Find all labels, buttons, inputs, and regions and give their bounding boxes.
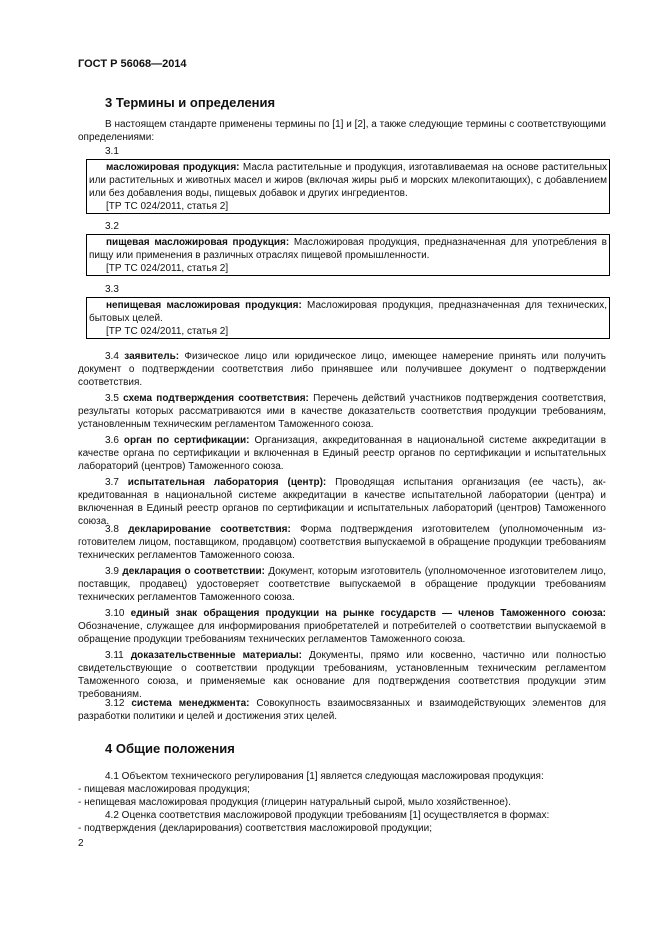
term-reference: [ТР ТС 024/2011, статья 2] — [106, 263, 229, 274]
term-name: орган по сертификации: — [123, 435, 250, 446]
section-3-title: 3 Термины и определения — [105, 95, 276, 110]
term-box — [86, 297, 610, 339]
term-text: Физическое лицо или юридическое лицо, имеющее намерение принять или получить документ о подтверждении соответствия либо принявшее или получившее документ о подтверждении соответствия. — [78, 351, 606, 388]
section-4-title: 4 Общие положения — [105, 741, 235, 756]
term-paragraph — [78, 434, 606, 473]
term-paragraph — [78, 523, 606, 562]
term-text: Документы, прямо или косвенно, частично или полностью свидетельствующие о соответствии продукции требованиям, установленным техническим регламентом Таможенного союза, и применяемые как основание для подтверждения соответствия продукции этим требованиям. — [78, 650, 607, 700]
term-name: непищевая масложировая продукция: — [106, 300, 302, 311]
term-paragraph — [78, 392, 606, 431]
term-number: 3.6 — [105, 435, 119, 446]
term-number: 3.1 — [105, 146, 119, 157]
term-reference: [ТР ТС 024/2011, статья 2] — [106, 326, 229, 337]
term-text: Проводящая испытания организация (ее часть), аккредитованная в национальной системе аккредитации в качестве испытательной лаборатории (центра) и включенная в Единый реестр органов по сертификации и испытательных лабораторий (центров) Таможенного союза. — [78, 477, 607, 527]
term-paragraph — [78, 476, 606, 528]
term-definition — [89, 299, 607, 325]
term-number: 3.2 — [105, 221, 119, 232]
term-name: декларация о соответствии: — [122, 566, 265, 577]
term-text: Масла растительные и продукция, изготавливаемая на основе растительных или растительных и животных масел и жиров (включая жиры рыб и морских млекопитающих), с добавлением или без добавления воды, пищевых добавок и других ингредиентов. — [89, 162, 608, 199]
term-text: Масложировая продукция, предназначенная для употребления в пищу или применения в различных отраслях пищевой промышленности. — [89, 237, 607, 261]
standard-designation: ГОСТ Р 56068—2014 — [78, 58, 187, 70]
term-name: система менеджмента: — [131, 698, 250, 709]
term-name: декларирование соответствия: — [128, 524, 291, 535]
term-number: 3.12 — [105, 698, 125, 709]
term-number: 3.7 — [105, 477, 119, 488]
term-reference: [ТР ТС 024/2011, статья 2] — [106, 201, 229, 212]
term-box — [86, 234, 610, 276]
term-name: заявитель: — [124, 351, 180, 362]
term-text: Форма подтверждения изготовителем (уполномоченным изготовителем лицом, поставщиком, продавцом) соответствия выпускаемой в обращение продукции требованиям технических регламентов Таможенного союза. — [78, 524, 606, 561]
section-4-line: 4.2 Оценка соответствия масложировой продукции требованиям [1] осуществляется в формах: — [105, 810, 550, 821]
term-paragraph — [78, 350, 606, 389]
term-number: 3.8 — [105, 524, 119, 535]
term-definition — [89, 236, 607, 262]
term-number: 3.5 — [105, 393, 119, 404]
term-text: Обозначение, служащее для информирования приобретателей и потребителей о соответствии выпускаемой в обращение продукции требованиям технических регламентов Таможенного союза. — [78, 621, 606, 645]
term-number: 3.11 — [105, 650, 124, 661]
section-4-line: - пищевая масложировая продукция; — [78, 784, 250, 795]
term-number: 3.3 — [105, 284, 119, 295]
section-4-line: 4.1 Объектом технического регулирования [1] является следующая масложировая продукция: — [105, 771, 544, 782]
term-text: Документ, которым изготовитель (уполномоченное изготовителем лицо, поставщик, продавец) удостоверяет соответствие выпускаемой в обращение продукции требованиям технических регламентов Таможенного союза. — [78, 566, 607, 603]
term-definition — [89, 161, 607, 200]
section-4-line: - подтверждения (декларирования) соответствия масложировой продукции; — [78, 823, 432, 834]
section-3-intro: В настоящем стандарте применены термины по [1] и [2], а также следующие термины с соответствующими определениями: — [78, 119, 606, 143]
term-number: 3.10 — [105, 608, 125, 619]
term-box — [86, 159, 610, 214]
term-text: Организация, аккредитованная в национальной системе аккредитации в качестве органа по сертификации и включенная в Единый реестр органов по сертификации и испытательных лабораторий (центров) Таможенного союза. — [78, 435, 607, 472]
term-text: Перечень действий участников подтверждения соответствия, результаты которых рассматриваются ими в качестве доказательств соответствия продукции требованиям, установленным техническим регламентом Таможенного союза. — [78, 393, 607, 430]
term-name: масложировая продукция: — [106, 162, 240, 173]
term-name: единый знак обращения продукции на рынке государств — членов Таможенного союза: — [130, 608, 606, 619]
term-text: Совокупность взаимосвязанных и взаимодействующих элементов для разработки политики и целей и достижения этих целей. — [78, 698, 606, 722]
term-name: пищевая масложировая продукция: — [106, 237, 290, 248]
term-text: Масложировая продукция, предназначенная для технических, бытовых целей. — [89, 300, 607, 324]
term-paragraph — [78, 649, 606, 701]
term-paragraph — [78, 697, 606, 723]
term-name: доказательственные материалы: — [130, 650, 302, 661]
term-number: 3.4 — [105, 351, 119, 362]
term-name: испытательная лаборатория (центр): — [127, 477, 327, 488]
page-number: 2 — [78, 838, 84, 849]
term-paragraph — [78, 565, 606, 604]
term-number: 3.9 — [105, 566, 119, 577]
section-4-line: - непищевая масложировая продукция (глицерин натуральный сырой, мыло хозяйственное). — [78, 797, 511, 808]
term-paragraph — [78, 607, 606, 646]
term-name: схема подтверждения соответствия: — [123, 393, 309, 404]
